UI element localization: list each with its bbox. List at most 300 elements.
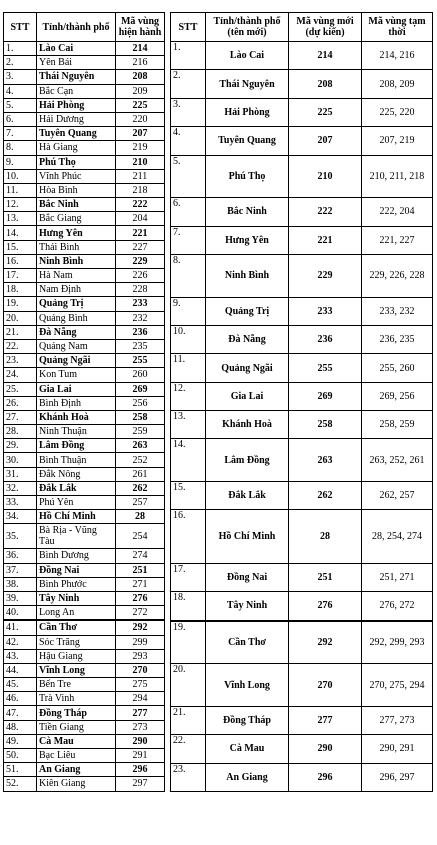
row-new-code: 263 <box>289 439 362 482</box>
row-province: Phú Thọ <box>206 155 289 198</box>
table-row <box>171 664 433 707</box>
row-temp-code: 222, 204 <box>362 198 433 226</box>
row-code: 259 <box>116 425 165 439</box>
table-row <box>4 42 165 56</box>
row-stt: 42. <box>4 635 37 649</box>
row-new-code: 236 <box>289 325 362 353</box>
row-province: Khánh Hoà <box>37 410 116 424</box>
table-row <box>4 453 165 467</box>
row-stt: 11. <box>171 354 206 382</box>
row-new-code: 207 <box>289 127 362 155</box>
row-province: Bình Định <box>37 396 116 410</box>
row-stt: 14. <box>4 226 37 240</box>
row-code: 211 <box>116 169 165 183</box>
row-code: 228 <box>116 283 165 297</box>
row-province: Thái Bình <box>37 240 116 254</box>
row-code: 254 <box>116 524 165 549</box>
row-province: Cà Mau <box>37 734 116 748</box>
row-stt: 34. <box>4 510 37 524</box>
row-temp-code: 276, 272 <box>362 592 433 621</box>
row-stt: 20. <box>4 311 37 325</box>
table-row <box>4 354 165 368</box>
row-code: 252 <box>116 453 165 467</box>
table-row <box>171 70 433 98</box>
header-temp-code: Mã vùng tạm thời <box>362 13 433 42</box>
row-province: Hải Dương <box>37 112 116 126</box>
table-row <box>4 524 165 549</box>
table-row <box>171 382 433 410</box>
row-stt: 29. <box>4 439 37 453</box>
row-stt: 1. <box>171 42 206 70</box>
row-province: Tuyên Quang <box>206 127 289 155</box>
row-code: 251 <box>116 563 165 577</box>
table-row <box>4 141 165 155</box>
row-stt: 37. <box>4 563 37 577</box>
row-province: Lâm Đồng <box>206 439 289 482</box>
row-stt: 10. <box>4 169 37 183</box>
table-row <box>4 425 165 439</box>
row-province: Phú Thọ <box>37 155 116 169</box>
row-province: Hậu Giang <box>37 649 116 663</box>
header-new-province: Tỉnh/thành phố (tên mới) <box>206 13 289 42</box>
row-code: 257 <box>116 496 165 510</box>
row-stt: 47. <box>4 706 37 720</box>
table-row <box>171 510 433 563</box>
row-province: Cần Thơ <box>206 621 289 664</box>
table-row <box>4 410 165 424</box>
row-province: Vĩnh Long <box>206 664 289 707</box>
table-row <box>4 496 165 510</box>
row-code: 290 <box>116 734 165 748</box>
row-province: Gia Lai <box>206 382 289 410</box>
row-stt: 4. <box>4 84 37 98</box>
row-code: 293 <box>116 649 165 663</box>
table-row <box>171 155 433 198</box>
row-stt: 5. <box>4 98 37 112</box>
table-row <box>171 439 433 482</box>
row-stt: 41. <box>4 620 37 635</box>
row-province: Trà Vinh <box>37 692 116 706</box>
row-code: 297 <box>116 777 165 791</box>
row-code: 207 <box>116 127 165 141</box>
row-province: Tiền Giang <box>37 720 116 734</box>
row-province: Hà Nam <box>37 269 116 283</box>
row-stt: 19. <box>171 621 206 664</box>
row-province: Ninh Thuận <box>37 425 116 439</box>
table-row <box>4 467 165 481</box>
row-new-code: 233 <box>289 297 362 325</box>
row-temp-code: 229, 226, 228 <box>362 254 433 297</box>
row-province: Yên Bái <box>37 56 116 70</box>
row-new-code: 210 <box>289 155 362 198</box>
row-temp-code: 210, 211, 218 <box>362 155 433 198</box>
row-province: Hà Giang <box>37 141 116 155</box>
row-province: Quảng Ngãi <box>37 354 116 368</box>
row-province: Hồ Chí Minh <box>206 510 289 563</box>
row-province: Đà Nẵng <box>37 325 116 339</box>
table-row <box>4 396 165 410</box>
row-province: Tuyên Quang <box>37 127 116 141</box>
row-province: Hồ Chí Minh <box>37 510 116 524</box>
row-code: 277 <box>116 706 165 720</box>
row-new-code: 214 <box>289 42 362 70</box>
table-row <box>4 368 165 382</box>
row-stt: 38. <box>4 577 37 591</box>
new-area-code-table <box>170 12 433 792</box>
row-province: Lâm Đồng <box>37 439 116 453</box>
table-row <box>171 763 433 791</box>
table-row <box>171 621 433 664</box>
row-stt: 25. <box>4 382 37 396</box>
table-row <box>4 649 165 663</box>
row-new-code: 229 <box>289 254 362 297</box>
table-row <box>171 98 433 126</box>
table-row <box>4 112 165 126</box>
row-province: Bắc Cạn <box>37 84 116 98</box>
row-new-code: 28 <box>289 510 362 563</box>
row-province: Bạc Liêu <box>37 749 116 763</box>
table-row <box>171 254 433 297</box>
row-stt: 13. <box>171 411 206 439</box>
row-temp-code: 208, 209 <box>362 70 433 98</box>
table-row <box>4 549 165 563</box>
row-province: Quảng Bình <box>37 311 116 325</box>
row-stt: 7. <box>171 226 206 254</box>
table-row <box>4 339 165 353</box>
row-code: 275 <box>116 678 165 692</box>
row-stt: 40. <box>4 606 37 621</box>
row-code: 299 <box>116 635 165 649</box>
row-province: Đồng Tháp <box>37 706 116 720</box>
row-province: Đồng Nai <box>37 563 116 577</box>
row-stt: 9. <box>171 297 206 325</box>
row-code: 269 <box>116 382 165 396</box>
table-row <box>4 382 165 396</box>
row-stt: 23. <box>4 354 37 368</box>
row-stt: 21. <box>171 706 206 734</box>
row-stt: 28. <box>4 425 37 439</box>
row-stt: 50. <box>4 749 37 763</box>
row-province: Cà Mau <box>206 735 289 763</box>
table-row <box>4 311 165 325</box>
row-code: 229 <box>116 254 165 268</box>
row-temp-code: 221, 227 <box>362 226 433 254</box>
table-row <box>4 240 165 254</box>
row-stt: 26. <box>4 396 37 410</box>
table-row <box>4 692 165 706</box>
row-code: 218 <box>116 183 165 197</box>
row-province: Thái Nguyên <box>206 70 289 98</box>
row-code: 256 <box>116 396 165 410</box>
row-code: 262 <box>116 481 165 495</box>
row-code: 258 <box>116 410 165 424</box>
row-province: Ninh Bình <box>206 254 289 297</box>
row-stt: 43. <box>4 649 37 663</box>
row-stt: 20. <box>171 664 206 707</box>
row-temp-code: 269, 256 <box>362 382 433 410</box>
row-province: Bắc Ninh <box>37 198 116 212</box>
table-row <box>171 127 433 155</box>
row-stt: 11. <box>4 183 37 197</box>
table-row <box>4 84 165 98</box>
row-stt: 2. <box>4 56 37 70</box>
row-stt: 18. <box>171 592 206 621</box>
table-row <box>4 577 165 591</box>
row-province: Vĩnh Phúc <box>37 169 116 183</box>
row-code: 219 <box>116 141 165 155</box>
table-row <box>4 56 165 70</box>
row-province: Đà Nẵng <box>206 325 289 353</box>
row-new-code: 270 <box>289 664 362 707</box>
row-stt: 17. <box>171 563 206 591</box>
table-row <box>4 439 165 453</box>
row-new-code: 208 <box>289 70 362 98</box>
row-code: 255 <box>116 354 165 368</box>
row-temp-code: 207, 219 <box>362 127 433 155</box>
row-stt: 7. <box>4 127 37 141</box>
row-code: 204 <box>116 212 165 226</box>
row-province: Bình Dương <box>37 549 116 563</box>
row-code: 276 <box>116 591 165 605</box>
row-province: Đồng Nai <box>206 563 289 591</box>
row-stt: 23. <box>171 763 206 791</box>
row-code: 225 <box>116 98 165 112</box>
new-code-rows <box>171 42 433 792</box>
row-province: Quảng Nam <box>37 339 116 353</box>
row-province: Đắk Lắk <box>206 482 289 510</box>
table-row <box>4 155 165 169</box>
row-code: 232 <box>116 311 165 325</box>
table-row <box>171 592 433 621</box>
row-province: Sóc Trăng <box>37 635 116 649</box>
row-new-code: 251 <box>289 563 362 591</box>
row-stt: 6. <box>171 198 206 226</box>
header-province: Tỉnh/thành phố <box>37 13 116 42</box>
table-row <box>4 663 165 677</box>
row-code: 220 <box>116 112 165 126</box>
row-stt: 51. <box>4 763 37 777</box>
row-province: Lào Cai <box>37 42 116 56</box>
row-province: Hưng Yên <box>206 226 289 254</box>
row-code: 28 <box>116 510 165 524</box>
header-new-code: Mã vùng mới (dự kiến) <box>289 13 362 42</box>
table-row <box>4 720 165 734</box>
row-stt: 15. <box>4 240 37 254</box>
row-stt: 17. <box>4 269 37 283</box>
row-stt: 1. <box>4 42 37 56</box>
table-row <box>4 706 165 720</box>
table-row <box>4 226 165 240</box>
row-stt: 36. <box>4 549 37 563</box>
row-code: 233 <box>116 297 165 311</box>
row-stt: 8. <box>4 141 37 155</box>
row-temp-code: 28, 254, 274 <box>362 510 433 563</box>
table-row <box>4 763 165 777</box>
table-row <box>4 620 165 635</box>
row-province: Quảng Trị <box>206 297 289 325</box>
row-code: 273 <box>116 720 165 734</box>
row-province: Tây Ninh <box>37 591 116 605</box>
row-new-code: 290 <box>289 735 362 763</box>
row-province: Hải Phòng <box>37 98 116 112</box>
row-province: Bình Phước <box>37 577 116 591</box>
table-row <box>171 735 433 763</box>
table-row <box>4 98 165 112</box>
row-province: Vĩnh Long <box>37 663 116 677</box>
row-province: Hưng Yên <box>37 226 116 240</box>
row-stt: 39. <box>4 591 37 605</box>
table-row <box>4 591 165 605</box>
row-stt: 49. <box>4 734 37 748</box>
row-new-code: 221 <box>289 226 362 254</box>
row-new-code: 277 <box>289 706 362 734</box>
row-stt: 31. <box>4 467 37 481</box>
row-temp-code: 251, 271 <box>362 563 433 591</box>
row-stt: 13. <box>4 212 37 226</box>
row-province: Nam Định <box>37 283 116 297</box>
row-province: Phú Yên <box>37 496 116 510</box>
row-stt: 16. <box>4 254 37 268</box>
row-stt: 27. <box>4 410 37 424</box>
row-new-code: 222 <box>289 198 362 226</box>
row-temp-code: 255, 260 <box>362 354 433 382</box>
row-province: Quảng Ngãi <box>206 354 289 382</box>
table-row <box>171 42 433 70</box>
header-stt: STT <box>171 13 206 42</box>
row-stt: 44. <box>4 663 37 677</box>
row-code: 291 <box>116 749 165 763</box>
table-header-row <box>171 13 433 42</box>
row-new-code: 292 <box>289 621 362 664</box>
row-province: Quảng Trị <box>37 297 116 311</box>
row-code: 226 <box>116 269 165 283</box>
row-stt: 3. <box>4 70 37 84</box>
row-new-code: 269 <box>289 382 362 410</box>
table-row <box>171 297 433 325</box>
table-row <box>4 678 165 692</box>
row-province: Đắk Lắk <box>37 481 116 495</box>
row-code: 235 <box>116 339 165 353</box>
row-stt: 6. <box>4 112 37 126</box>
table-row <box>171 325 433 353</box>
table-row <box>4 734 165 748</box>
table-row <box>171 411 433 439</box>
table-row <box>4 269 165 283</box>
row-code: 261 <box>116 467 165 481</box>
row-code: 296 <box>116 763 165 777</box>
table-row <box>171 226 433 254</box>
row-stt: 45. <box>4 678 37 692</box>
row-stt: 33. <box>4 496 37 510</box>
row-new-code: 258 <box>289 411 362 439</box>
row-stt: 24. <box>4 368 37 382</box>
row-new-code: 225 <box>289 98 362 126</box>
row-province: Bắc Giang <box>37 212 116 226</box>
row-code: 271 <box>116 577 165 591</box>
row-temp-code: 225, 220 <box>362 98 433 126</box>
row-province: Kon Tum <box>37 368 116 382</box>
table-row <box>4 283 165 297</box>
row-code: 260 <box>116 368 165 382</box>
row-province: Ninh Bình <box>37 254 116 268</box>
row-province: Tây Ninh <box>206 592 289 621</box>
table-row <box>4 325 165 339</box>
row-code: 209 <box>116 84 165 98</box>
row-stt: 30. <box>4 453 37 467</box>
row-province: Thái Nguyên <box>37 70 116 84</box>
row-stt: 3. <box>171 98 206 126</box>
row-stt: 48. <box>4 720 37 734</box>
row-stt: 32. <box>4 481 37 495</box>
row-stt: 21. <box>4 325 37 339</box>
row-stt: 2. <box>171 70 206 98</box>
row-province: Đắk Nông <box>37 467 116 481</box>
table-row <box>171 563 433 591</box>
row-new-code: 255 <box>289 354 362 382</box>
row-stt: 15. <box>171 482 206 510</box>
row-stt: 16. <box>171 510 206 563</box>
row-new-code: 296 <box>289 763 362 791</box>
row-stt: 52. <box>4 777 37 791</box>
row-stt: 18. <box>4 283 37 297</box>
row-stt: 9. <box>4 155 37 169</box>
row-province: Long An <box>37 606 116 621</box>
table-row <box>171 706 433 734</box>
row-code: 274 <box>116 549 165 563</box>
row-province: Khánh Hoà <box>206 411 289 439</box>
row-province: Đồng Tháp <box>206 706 289 734</box>
row-code: 208 <box>116 70 165 84</box>
table-row <box>4 254 165 268</box>
table-row <box>4 183 165 197</box>
row-stt: 10. <box>171 325 206 353</box>
table-row <box>4 481 165 495</box>
row-stt: 12. <box>4 198 37 212</box>
row-code: 270 <box>116 663 165 677</box>
row-province: Cần Thơ <box>37 620 116 635</box>
row-province: Gia Lai <box>37 382 116 396</box>
row-code: 236 <box>116 325 165 339</box>
row-temp-code: 262, 257 <box>362 482 433 510</box>
row-province: Bắc Ninh <box>206 198 289 226</box>
row-stt: 46. <box>4 692 37 706</box>
row-code: 216 <box>116 56 165 70</box>
row-stt: 14. <box>171 439 206 482</box>
table-row <box>4 212 165 226</box>
table-row <box>4 635 165 649</box>
row-code: 214 <box>116 42 165 56</box>
row-temp-code: 277, 273 <box>362 706 433 734</box>
row-code: 294 <box>116 692 165 706</box>
table-row <box>4 606 165 621</box>
row-code: 263 <box>116 439 165 453</box>
current-area-code-table <box>3 12 165 792</box>
table-header-row <box>4 13 165 42</box>
row-new-code: 262 <box>289 482 362 510</box>
header-current-code: Mã vùng hiện hành <box>116 13 165 42</box>
table-row <box>4 777 165 791</box>
table-row <box>4 127 165 141</box>
row-temp-code: 263, 252, 261 <box>362 439 433 482</box>
row-province: An Giang <box>37 763 116 777</box>
row-stt: 22. <box>171 735 206 763</box>
row-province: Hòa Bình <box>37 183 116 197</box>
row-province: Kiên Giang <box>37 777 116 791</box>
table-row <box>4 297 165 311</box>
table-row <box>4 70 165 84</box>
row-temp-code: 236, 235 <box>362 325 433 353</box>
table-row <box>171 198 433 226</box>
